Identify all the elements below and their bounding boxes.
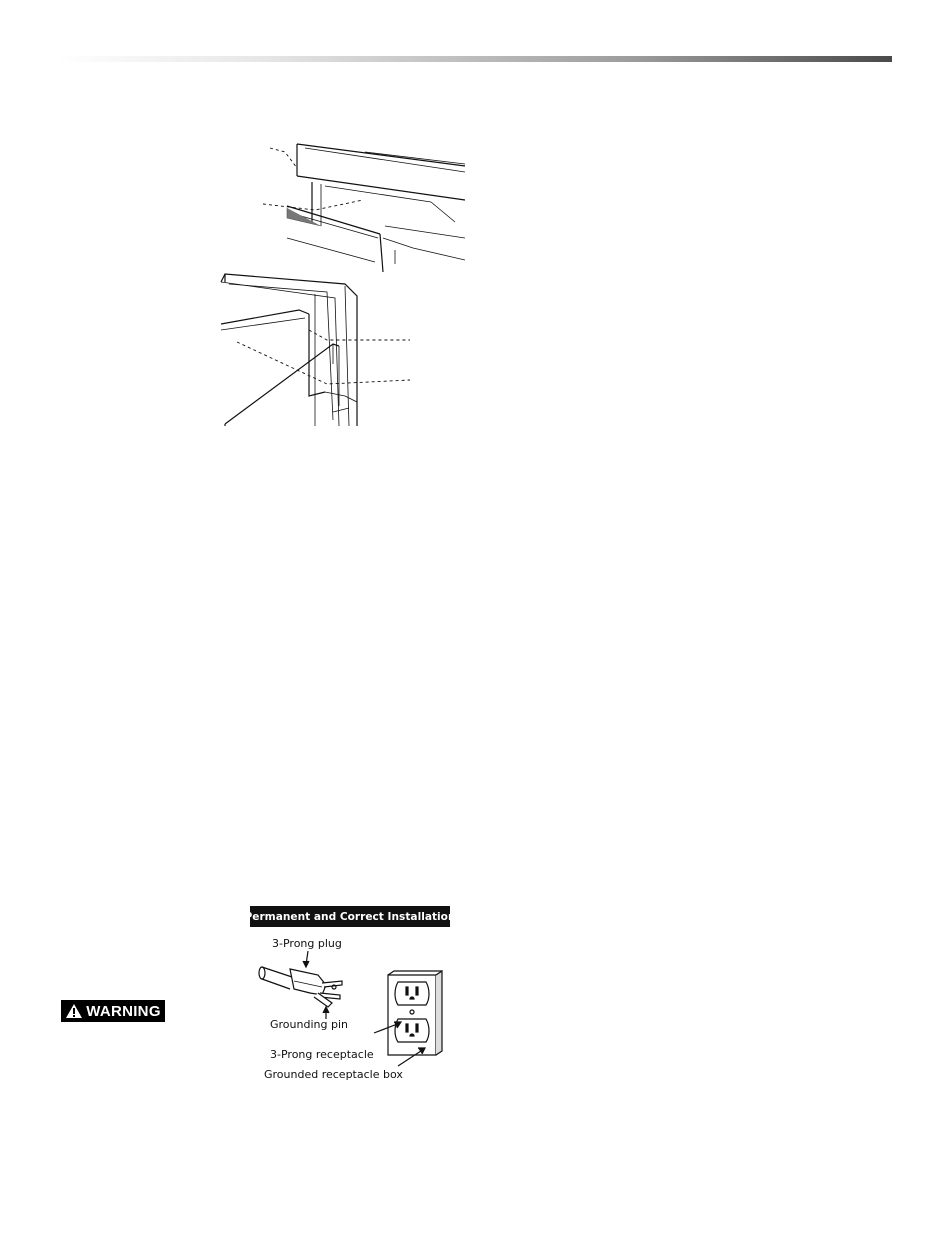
warning-badge (61, 1000, 165, 1022)
warning-label: WARNING (86, 1002, 161, 1020)
label-3-prong-plug: 3-Prong plug (272, 937, 342, 950)
warning-triangle-icon (65, 1003, 83, 1019)
label-3-prong-receptacle: 3-Prong receptacle (270, 1048, 374, 1061)
installation-figure (244, 906, 456, 1081)
label-grounding-pin: Grounding pin (270, 1018, 348, 1031)
label-grounded-receptacle-box: Grounded receptacle box (264, 1068, 403, 1081)
header-rule (56, 56, 892, 62)
installation-figure-title: Permanent and Correct Installation (250, 906, 450, 927)
drawer-illustration (215, 134, 465, 426)
